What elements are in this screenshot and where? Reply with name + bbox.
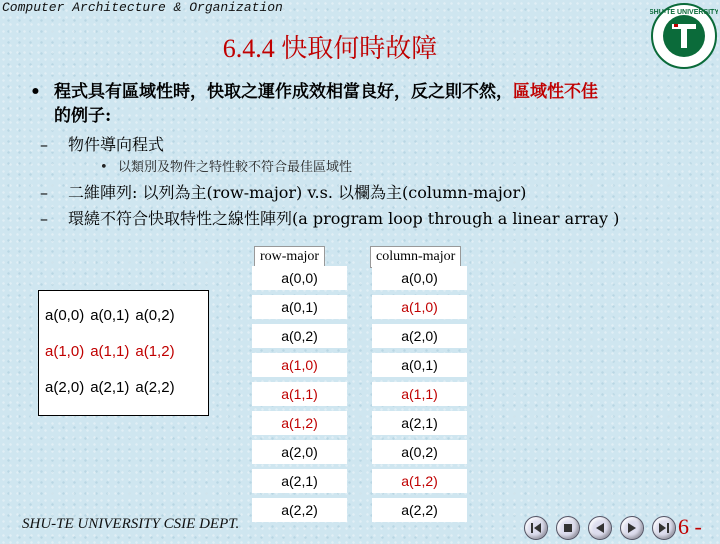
column-major-cell: a(0,1) bbox=[372, 353, 467, 377]
sub-item-oop: – 物件導向程式 bbox=[40, 135, 165, 154]
matrix-cell: a(2,2) bbox=[135, 379, 175, 396]
row-major-cell: a(2,2) bbox=[252, 498, 347, 522]
next-slide-button[interactable] bbox=[620, 516, 644, 540]
bullet-dot: • bbox=[30, 82, 41, 102]
row-major-column bbox=[252, 266, 347, 527]
bullet-text-c: 的例子: bbox=[54, 106, 112, 126]
first-slide-button[interactable] bbox=[524, 516, 548, 540]
matrix-row bbox=[45, 371, 208, 407]
last-slide-button[interactable] bbox=[652, 516, 676, 540]
sub-item-linear-array: – 環繞不符合快取特性之線性陣列(a program loop through a linear array ) bbox=[40, 209, 620, 228]
page-number: 6 - bbox=[678, 514, 702, 539]
footer-department: SHU-TE UNIVERSITY CSIE DEPT. bbox=[22, 516, 240, 532]
column-major-cell: a(1,2) bbox=[372, 469, 467, 493]
previous-icon bbox=[589, 517, 611, 539]
subsub-item: • 以類別及物件之特性較不符合最佳區域性 bbox=[100, 160, 353, 175]
bullet-text-a: 程式具有區域性時，快取之運作成效相當良好，反之則不然， bbox=[54, 82, 513, 102]
sub-item-2d-array-text: 二維陣列: 以列為主(row-major) v.s. 以欄為主(column-major) bbox=[68, 183, 527, 202]
first-icon bbox=[525, 517, 547, 539]
column-major-cell: a(0,0) bbox=[372, 266, 467, 290]
stop-icon bbox=[557, 517, 579, 539]
previous-slide-button[interactable] bbox=[588, 516, 612, 540]
matrix-grid bbox=[38, 290, 209, 416]
sub-item-2d-array: – 二維陣列: 以列為主(row-major) v.s. 以欄為主(column-major) bbox=[40, 183, 527, 202]
row-major-cell: a(0,0) bbox=[252, 266, 347, 290]
university-logo bbox=[650, 2, 718, 70]
matrix-cell: a(0,0) bbox=[45, 307, 85, 324]
row-major-cell: a(1,2) bbox=[252, 411, 347, 435]
column-major-header: column-major bbox=[370, 246, 461, 268]
column-major-cell: a(0,2) bbox=[372, 440, 467, 464]
column-major-column bbox=[372, 266, 467, 527]
stop-button[interactable] bbox=[556, 516, 580, 540]
sub-item-oop-text: 物件導向程式 bbox=[68, 135, 165, 154]
row-major-header: row-major bbox=[254, 246, 325, 268]
matrix-cell: a(0,2) bbox=[135, 307, 175, 324]
svg-text:SHU-TE UNIVERSITY: SHU-TE UNIVERSITY bbox=[650, 9, 718, 16]
slide-title: 6.4.4 快取何時故障 bbox=[222, 34, 438, 63]
course-header: Computer Architecture & Organization bbox=[2, 0, 283, 15]
sub-item-linear-array-text: 環繞不符合快取特性之線性陣列(a program loop through a linear array ) bbox=[68, 209, 620, 228]
matrix-cell: a(0,1) bbox=[90, 307, 130, 324]
subsub-item-text: 以類別及物件之特性較不符合最佳區域性 bbox=[118, 160, 353, 175]
row-major-cell: a(1,0) bbox=[252, 353, 347, 377]
column-major-cell: a(1,0) bbox=[372, 295, 467, 319]
column-major-cell: a(2,0) bbox=[372, 324, 467, 348]
column-major-cell: a(2,2) bbox=[372, 498, 467, 522]
matrix-cell: a(1,1) bbox=[90, 343, 130, 360]
matrix-row bbox=[45, 335, 208, 371]
last-icon bbox=[653, 517, 675, 539]
column-major-cell: a(2,1) bbox=[372, 411, 467, 435]
bullet-locality bbox=[30, 80, 700, 128]
next-icon bbox=[621, 517, 643, 539]
row-major-cell: a(0,1) bbox=[252, 295, 347, 319]
row-major-cell: a(1,1) bbox=[252, 382, 347, 406]
row-major-cell: a(2,0) bbox=[252, 440, 347, 464]
matrix-cell: a(2,0) bbox=[45, 379, 85, 396]
column-major-cell: a(1,1) bbox=[372, 382, 467, 406]
matrix-cell: a(1,0) bbox=[45, 343, 85, 360]
matrix-cell: a(2,1) bbox=[90, 379, 130, 396]
bullet-text-b: 區域性不佳 bbox=[513, 82, 598, 102]
matrix-row bbox=[45, 299, 208, 335]
matrix-cell: a(1,2) bbox=[135, 343, 175, 360]
row-major-cell: a(0,2) bbox=[252, 324, 347, 348]
row-major-cell: a(2,1) bbox=[252, 469, 347, 493]
